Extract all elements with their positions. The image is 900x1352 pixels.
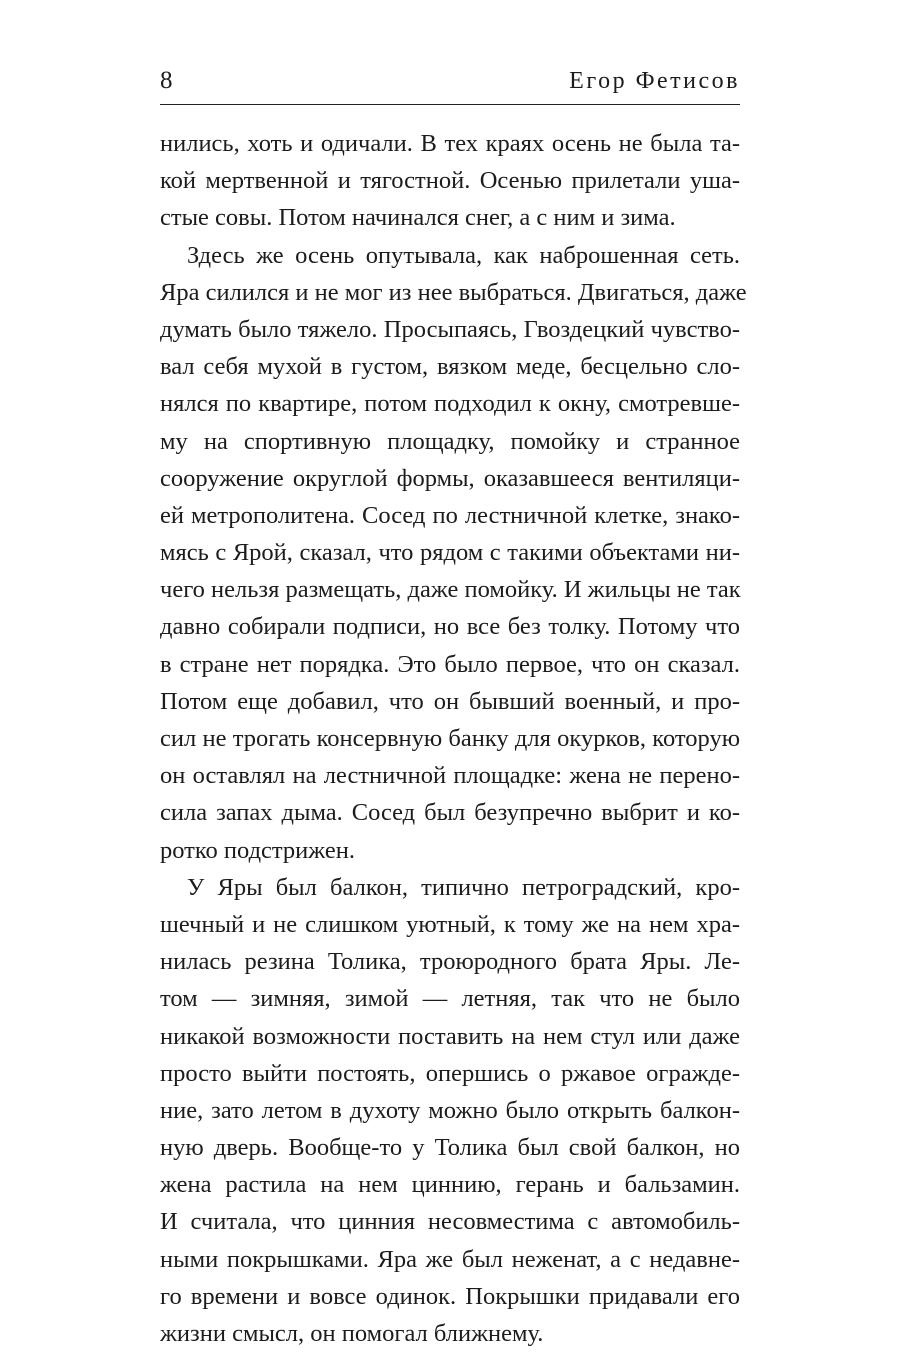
text-line: стые совы. Потом начинался снег, а с ним и зима.	[160, 204, 676, 232]
text-line: го времени и вовсе одинок. Покрышки придавали его	[160, 1282, 740, 1310]
text-line: вал себя мухой в густом, вязком меде, бесцельно сло-	[160, 353, 740, 381]
text-line: нились, хоть и одичали. В тех краях осень не была та-	[160, 130, 740, 157]
text-line: ротко подстрижен.	[160, 836, 355, 864]
text-line: жена растила на нем циннию, герань и бальзамин.	[160, 1171, 740, 1199]
text-line: в стране нет порядка. Это было первое, что он сказал.	[160, 650, 740, 678]
text-line: кой мертвенной и тягостной. Осенью прилетали уша-	[160, 167, 740, 195]
text-line: том — зимняя, зимой — летняя, так что не было	[160, 985, 740, 1013]
text-line: просто выйти постоять, опершись о ржавое огражде-	[160, 1059, 740, 1087]
text-line: он оставлял на лестничной площадке: жена не перено-	[160, 762, 740, 790]
page-number: 8	[160, 67, 173, 94]
text-line: ную дверь. Вообще-то у Толика был свой балкон, но	[160, 1134, 740, 1162]
text-line: му на спортивную площадку, помойку и странное	[160, 427, 740, 455]
text-line: Потом еще добавил, что он бывший военный, и про-	[160, 687, 740, 715]
text-line: сооружение округлой формы, оказавшееся вентиляци-	[160, 464, 740, 492]
text-line: Яра силился и не мог из нее выбраться. Двигаться, даже	[160, 278, 747, 306]
body-text	[160, 125, 747, 1352]
text-line: думать было тяжело. Просыпаясь, Гвоздецкий чувство-	[160, 315, 740, 343]
text-line: мясь с Ярой, сказал, что рядом с такими объектами ни-	[160, 539, 740, 567]
header-rule	[160, 104, 740, 105]
text-line: шечный и не слишком уютный, к тому же на нем хра-	[160, 910, 740, 938]
text-line: нилась резина Толика, троюродного брата Яры. Ле-	[160, 948, 740, 976]
text-line: ными покрышками. Яра же был неженат, а с недавне-	[160, 1245, 740, 1273]
text-line: жизни смысл, он помогал ближнему.	[160, 1320, 544, 1347]
text-line: нялся по квартире, потом подходил к окну, смотревше-	[160, 390, 740, 418]
text-line: давно собирали подписи, но все без толку. Потому что	[160, 613, 740, 641]
text-line: ние, зато летом в духоту можно было открыть балкон-	[160, 1096, 740, 1124]
text-line: сил не трогать консервную банку для окурков, которую	[160, 725, 740, 752]
text-line: сила запах дыма. Сосед был безупречно выбрит и ко-	[160, 799, 740, 827]
text-line: ей метрополитена. Сосед по лестничной клетке, знако-	[160, 501, 740, 529]
running-head-author: Егор Фетисов	[569, 68, 740, 94]
text-line: никакой возможности поставить на нем стул или даже	[160, 1022, 740, 1050]
paragraph-start-line: Здесь же осень опутывала, как наброшенная сеть.	[187, 241, 740, 269]
text-line: И считала, что цинния несовместима с автомобиль-	[160, 1208, 740, 1236]
text-line: чего нельзя размещать, даже помойку. И жильцы не так	[160, 576, 741, 604]
paragraph-start-line: У Яры был балкон, типично петроградский, кро-	[187, 873, 740, 901]
page-header	[160, 62, 740, 102]
